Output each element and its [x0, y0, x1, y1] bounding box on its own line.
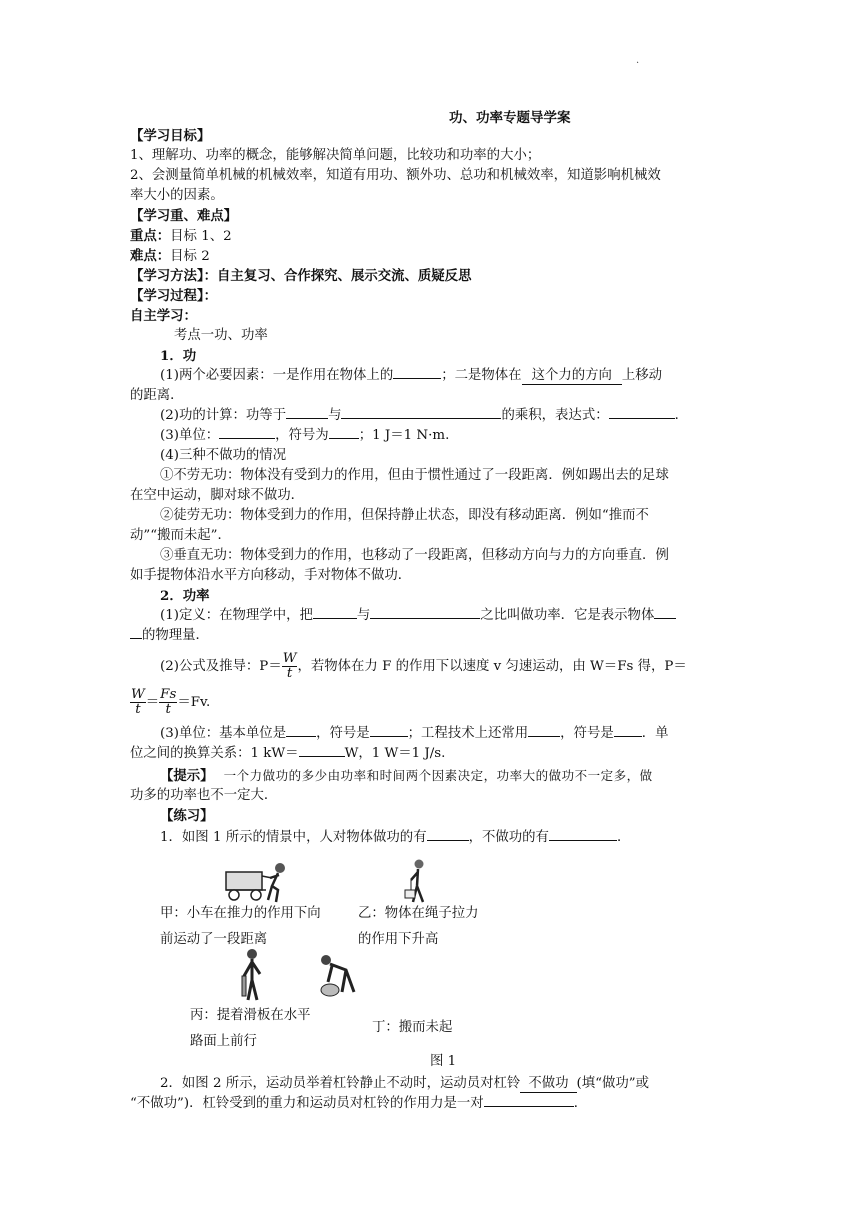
difficulty-label: 难点： [130, 248, 171, 264]
case-3-line-1: ③垂直无功：物体受到力的作用，也移动了一段距离，但移动方向与力的方向垂直．例 [160, 548, 669, 563]
power-formula [160, 652, 687, 682]
keypoints-heading: 【学习重、难点】 [130, 208, 238, 224]
blank-power-def-1[interactable] [313, 618, 357, 619]
self-study-label: 自主学习： [130, 308, 197, 324]
rope-lift-illustration [393, 858, 435, 906]
answer-no-work: 不做功 [520, 1076, 576, 1093]
power-units-text-4: ，符号是 [560, 726, 614, 741]
work-p3-text-2: ，符号为 [275, 428, 329, 443]
question-2-text-2: (填“做功”或 [576, 1076, 649, 1091]
power-def-text-2: 与 [356, 608, 371, 623]
caption-yi-line-2: 的作用下升高 [358, 932, 439, 947]
blank-power-eng-unit[interactable] [528, 736, 560, 737]
focus-text: 目标 1、2 [170, 229, 232, 244]
power-units-text-5: ．单 [641, 726, 669, 741]
fraction-numerator: W [282, 651, 297, 666]
tip-text: 一个力做功的多少由功率和时间两个因素决定，功率大的做功不一定多，做 [223, 768, 653, 783]
work-p1-cont: 的距离． [130, 388, 184, 403]
blank-kw-conversion[interactable] [299, 756, 345, 757]
case-1-line-1: ①不劳无功：物体没有受到力的作用，但由于惯性通过了一段距离．例如踢出去的足球 [160, 468, 669, 483]
blank-does-work[interactable] [427, 840, 469, 841]
blank-power-eng-symbol[interactable] [614, 736, 642, 737]
work-p2-text-4: ． [674, 408, 688, 423]
fraction-fs-over-t [159, 688, 177, 717]
work-p2-text: (2)功的计算：功等于 [160, 408, 287, 423]
tip-label: 【提示】 [160, 768, 214, 784]
blank-force-pair[interactable] [484, 1106, 574, 1107]
power-heading: 2．功率 [160, 588, 210, 604]
fraction-w-over-t [282, 652, 298, 681]
work-heading: 1．功 [160, 348, 197, 364]
figure-1-label: 图 1 [430, 1054, 457, 1069]
equals-sign: ＝ [145, 695, 160, 710]
tip-line-2: 功多的功率也不一定大． [130, 788, 278, 803]
power-derivation [130, 688, 210, 718]
question-2-text: 2．如图 2 所示，运动员举着杠铃静止不动时，运动员对杠铃 [160, 1076, 521, 1091]
blank-power-def-2[interactable] [370, 618, 480, 619]
power-conversion-text: 位之间的换算关系：1 kW＝ [130, 746, 299, 761]
blank-power-symbol[interactable] [370, 736, 408, 737]
power-units-text-2: ，符号是 [316, 726, 370, 741]
topic-label: 考点一功、功率 [174, 328, 268, 343]
blank-work-factor-2[interactable] [341, 418, 501, 419]
caption-ding: 丁：搬而未起 [372, 1020, 453, 1035]
blank-power-unit[interactable] [286, 736, 316, 737]
fraction-numerator: Fs [160, 687, 177, 702]
caption-bing-line-1: 丙：提着滑板在水平 [190, 1008, 311, 1023]
work-p3-text-3: ；1 J＝1 N·m. [358, 428, 450, 443]
answer-force-direction: 这个力的方向 [522, 368, 622, 385]
blank-no-work[interactable] [549, 840, 617, 841]
power-formula-text-2: ，若物体在力 F 的作用下以速度 v 匀速运动，由 W＝Fs 得，P＝ [297, 659, 687, 674]
blank-power-meaning-cont[interactable] [130, 638, 142, 639]
practice-heading: 【练习】 [160, 808, 214, 824]
caption-jia-line-1: 甲：小车在推力的作用下向 [160, 906, 321, 921]
caption-jia-line-2: 前运动了一段距离 [160, 932, 268, 947]
method-line: 【学习方法】：自主复习、合作探究、展示交流、质疑反思 [130, 268, 472, 284]
skateboard-carry-illustration [238, 948, 268, 1004]
goal-item-3: 率大小的因素。 [130, 188, 224, 203]
blank-work-symbol[interactable] [329, 438, 359, 439]
power-units-text-3: ；工程技术上还常用 [407, 726, 529, 741]
work-p1-text-3: 上移动 [621, 368, 663, 383]
header-mark: · [636, 58, 640, 69]
power-def-cont [130, 626, 209, 646]
question-1 [160, 828, 630, 848]
question-2-text-3: “不做功”)．杠铃受到的重力和运动员对杠铃的作用力是一对 [130, 1096, 484, 1111]
question-2-text-4: ． [573, 1096, 588, 1111]
question-2-line-1 [160, 1074, 649, 1094]
power-units-text: (3)单位：基本单位是 [160, 726, 287, 741]
question-2-line-2 [130, 1094, 587, 1114]
difficulty-text: 目标 2 [170, 249, 210, 264]
cart-push-illustration [222, 860, 294, 904]
work-p2 [160, 406, 688, 426]
work-p2-text-3: 的乘积，表达式： [501, 408, 609, 423]
blank-work-formula[interactable] [609, 418, 675, 419]
focus-label: 重点： [130, 228, 171, 244]
goal-item-1: 1、理解功、功率的概念，能够解决简单问题，比较功和功率的大小； [130, 148, 541, 163]
case-1-line-2: 在空中运动，脚对球不做功． [130, 488, 305, 503]
power-conversion-text-2: W，1 W＝1 J/s. [344, 746, 446, 761]
power-def-text: (1)定义：在物理学中，把 [160, 608, 313, 623]
work-p3 [160, 426, 449, 446]
lift-fail-illustration [318, 952, 366, 1000]
fraction-denominator: t [135, 702, 141, 717]
work-p1-text: (1)两个必要因素：一是作用在物体上的 [160, 368, 394, 383]
goals-heading: 【学习目标】 [130, 128, 211, 144]
work-p3-text: (3)单位： [160, 428, 220, 443]
work-p4: (4)三种不做功的情况 [160, 448, 287, 463]
focus-line [130, 226, 232, 247]
caption-yi-line-1: 乙：物体在绳子拉力 [358, 906, 479, 921]
blank-work-unit[interactable] [219, 438, 275, 439]
fraction-denominator: t [165, 702, 171, 717]
power-units [160, 724, 669, 744]
question-1-text-3: ． [616, 830, 631, 845]
case-2-line-1: ②徒劳无功：物体受到力的作用，但保持静止状态，即没有移动距离．例如“推而不 [160, 508, 649, 523]
difficulty-line [130, 246, 210, 267]
work-p2-text-2: 与 [328, 408, 342, 423]
process-heading: 【学习过程】： [130, 288, 218, 304]
power-def [160, 606, 676, 626]
power-formula-text: (2)公式及推导：P＝ [160, 659, 282, 674]
power-def-text-4: 的物理量． [142, 628, 209, 643]
power-conversion [130, 744, 445, 764]
fraction-denominator: t [286, 666, 293, 681]
tip-line-1 [160, 766, 653, 787]
fraction-numerator: W [131, 687, 145, 702]
caption-bing-line-2: 路面上前行 [190, 1034, 257, 1049]
blank-force[interactable] [393, 378, 441, 379]
case-2-line-2: 动”“搬而未起”． [130, 528, 231, 543]
work-p1 [160, 366, 662, 386]
blank-power-meaning[interactable] [654, 618, 676, 619]
work-p1-text-2: ；二是物体在 [441, 368, 522, 383]
page-title: 功、功率专题导学案 [449, 110, 571, 126]
power-def-text-3: 之比叫做功率．它是表示物体 [480, 608, 655, 623]
goal-item-2: 2、会测量简单机械的机械效率，知道有用功、额外功、总功和机械效率，知道影响机械效 [130, 168, 661, 183]
blank-work-factor-1[interactable] [286, 418, 328, 419]
power-derivation-tail: ＝Fv. [177, 695, 211, 710]
case-3-line-2: 如手提物体沿水平方向移动，手对物体不做功． [130, 568, 412, 583]
question-1-text: 1．如图 1 所示的情景中，人对物体做功的有 [160, 830, 427, 845]
question-1-text-2: ，不做功的有 [468, 830, 549, 845]
fraction-w-over-t-2 [130, 688, 146, 717]
